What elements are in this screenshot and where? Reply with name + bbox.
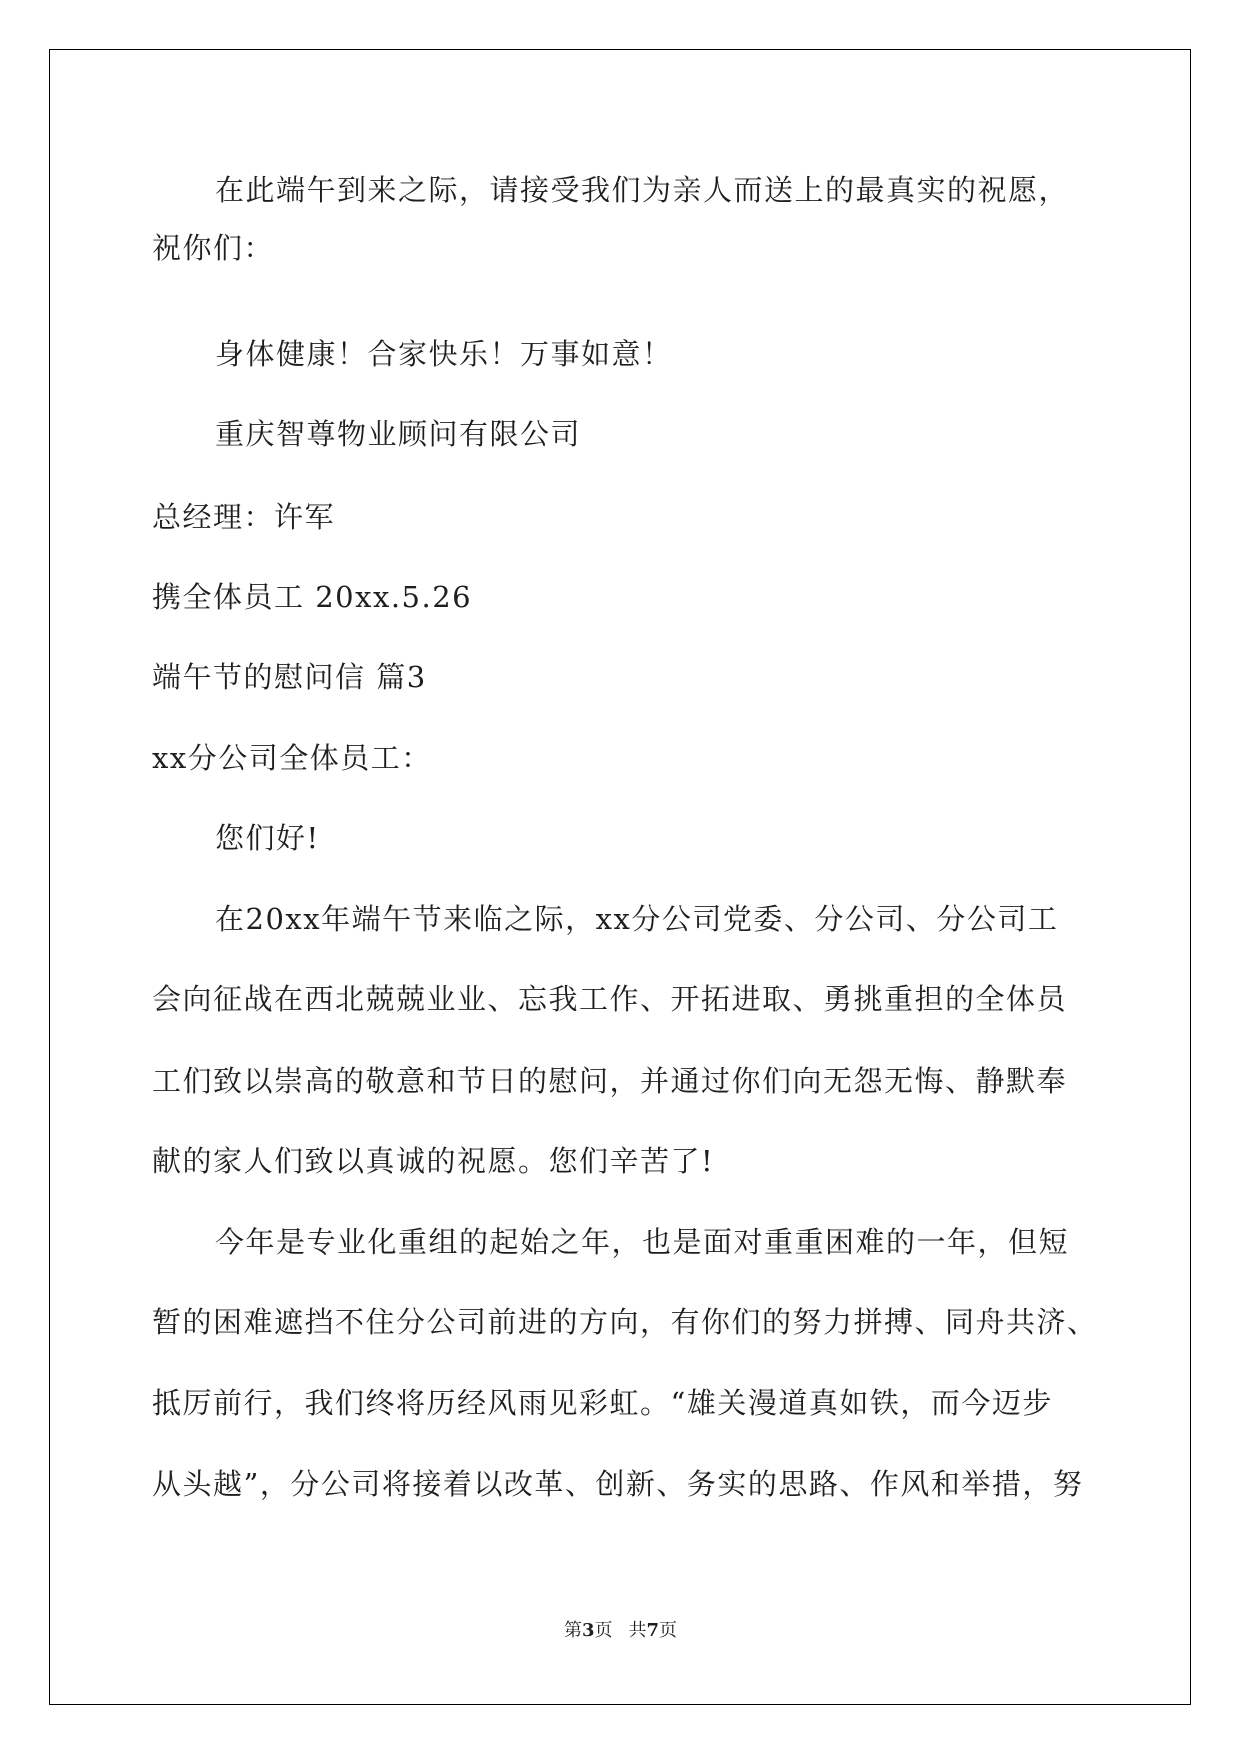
footer-total-suffix: 页 bbox=[659, 1620, 678, 1641]
text-line: 祝你们： bbox=[152, 231, 275, 265]
footer-page-suffix: 页 bbox=[594, 1620, 613, 1641]
text-line: 工们致以崇高的敬意和节日的慰问，并通过你们向无怨无悔、静默奉 bbox=[152, 1064, 1068, 1098]
text-line: 在此端午到来之际，请接受我们为亲人而送上的最真实的祝愿， bbox=[215, 173, 1070, 207]
page-border bbox=[49, 49, 1191, 1705]
text-line: 暂的困难遮挡不住分公司前进的方向，有你们的努力拼搏、同舟共济、 bbox=[152, 1305, 1098, 1339]
text-line: 在20xx年端午节来临之际，xx分公司党委、分公司、分公司工 bbox=[215, 902, 1059, 936]
text-line: 从头越”，分公司将接着以改革、创新、务实的思路、作风和举措，努 bbox=[152, 1467, 1084, 1501]
page-number: 3 bbox=[581, 1620, 595, 1641]
page-footer bbox=[0, 1622, 1241, 1640]
greeting: 您们好! bbox=[215, 821, 320, 855]
salutation: xx分公司全体员工： bbox=[152, 741, 432, 775]
text-line: 身体健康！合家快乐！万事如意！ bbox=[215, 337, 673, 371]
text-line: 今年是专业化重组的起始之年，也是面对重重困难的一年，但短 bbox=[215, 1225, 1070, 1259]
text-line: 重庆智尊物业顾问有限公司 bbox=[215, 417, 582, 451]
total-pages: 7 bbox=[646, 1620, 660, 1641]
text-line: 献的家人们致以真诚的祝愿。您们辛苦了! bbox=[152, 1144, 715, 1178]
text-line: 总经理：许军 bbox=[152, 500, 336, 534]
text-line: 携全体员工 20xx.5.26 bbox=[152, 580, 473, 614]
text-line: 抵厉前行，我们终将历经风雨见彩虹。“雄关漫道真如铁，而今迈步 bbox=[152, 1386, 1053, 1420]
footer-prefix: 第 bbox=[563, 1620, 582, 1641]
section-heading: 端午节的慰问信 篇3 bbox=[152, 660, 427, 694]
text-line: 会向征战在西北兢兢业业、忘我工作、开拓进取、勇挑重担的全体员 bbox=[152, 982, 1068, 1016]
footer-total-prefix: 共 bbox=[628, 1620, 647, 1641]
